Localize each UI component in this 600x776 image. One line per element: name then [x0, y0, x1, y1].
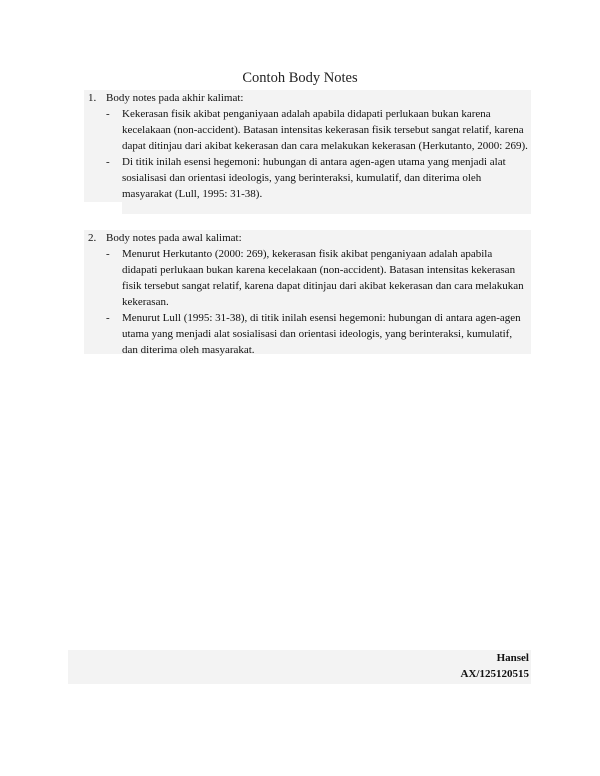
section-1-list [104, 106, 528, 202]
section-2-number: 2. [88, 232, 97, 244]
author-id: AX/125120515 [460, 668, 529, 680]
author-name: Hansel [496, 652, 529, 664]
dash-bullet-icon: - [106, 312, 110, 324]
list-item [104, 106, 528, 154]
dash-bullet-icon: - [106, 156, 110, 168]
list-item-text: Di titik inilah esensi hegemoni: hubungan di antara agen-agen utama yang menjadi alat sosialisasi dan orientasi ideologis, yang berinteraksi, kumulatif, dan diterima oleh masyarakat (Lull, 1995: 31-38). [122, 156, 506, 200]
dash-bullet-icon: - [106, 248, 110, 260]
page-title: Contoh Body Notes [242, 70, 358, 86]
section-2-list [104, 246, 528, 358]
section-2 [84, 230, 531, 354]
list-item-text: Menurut Herkutanto (2000: 269), kekerasan fisik akibat penganiyaan adalah apabila didapati perlukaan bukan karena kecelakaan (non-accident). Batasan intensitas kekerasan fisik tersebut sangat relatif, karena dapat ditinjau dari akibat kekerasan dan cara melakukan kekerasan. [122, 248, 524, 308]
section-1-heading-text: Body notes pada akhir kalimat: [106, 92, 244, 104]
section-2-heading [88, 230, 242, 246]
section-1 [84, 90, 531, 214]
list-item [104, 310, 528, 358]
section-2-heading-text: Body notes pada awal kalimat: [106, 232, 242, 244]
list-item-text: Menurut Lull (1995: 31-38), di titik inilah esensi hegemoni: hubungan di antara agen-agen utama yang menjadi alat sosialisasi dan orientasi ideologis, yang berinteraksi, kumulatif, dan diterima oleh masyarakat. [122, 312, 521, 356]
background-notch [84, 202, 122, 214]
list-item-text: Kekerasan fisik akibat penganiyaan adalah apabila didapati perlukaan bukan karena kecelakaan (non-accident). Batasan intensitas kekerasan fisik tersebut sangat relatif, karena dapat ditinjau dari akibat kekerasan dan cara melakukan kekerasan (Herkutanto, 2000: 269). [122, 108, 528, 152]
dash-bullet-icon: - [106, 108, 110, 120]
list-item [104, 246, 528, 310]
list-item [104, 154, 528, 202]
section-1-heading [88, 90, 243, 106]
author-footer [68, 650, 531, 684]
section-1-number: 1. [88, 92, 97, 104]
